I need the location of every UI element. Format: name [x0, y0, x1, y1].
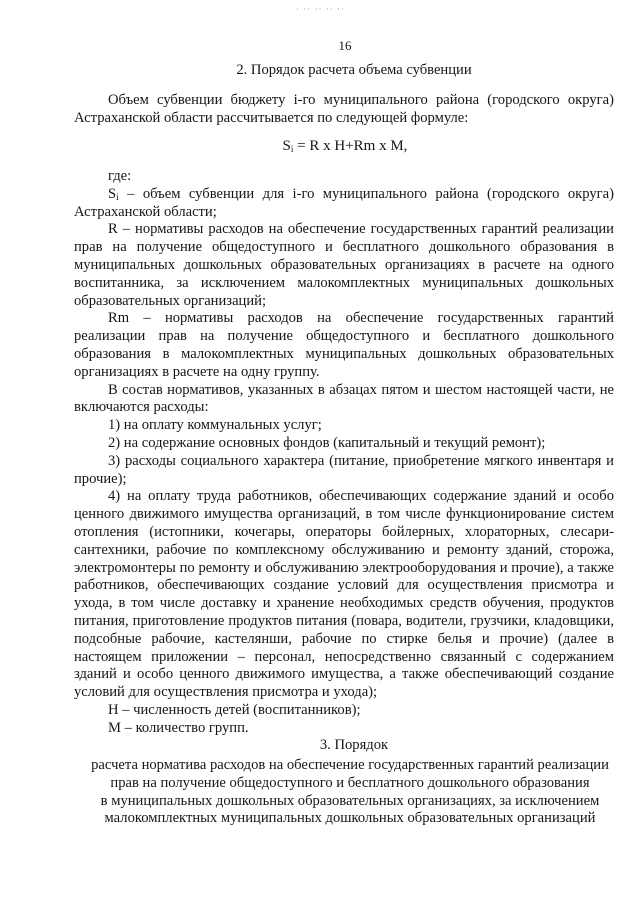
exclusions-intro: В состав нормативов, указанных в абзацах пятом и шестом настоящей части, не включаются расходы: [74, 381, 614, 416]
section-2-intro-block [74, 92, 614, 128]
section-3-subtitle-line-1: расчета норматива расходов на обеспечение государственных гарантий реализации [91, 757, 609, 773]
section-3-subtitle-line-2: прав на получение общедоступного и бесплатного дошкольного образования [110, 774, 590, 791]
definitions-block [74, 168, 614, 738]
where-label: где: [108, 168, 132, 184]
exclusion-item-4: 4) на оплату труда работников, обеспечивающих содержание зданий и особо ценного движимого имущества организаций, в том числе функционирование систем отопления (истопники, кочегары, операторы бойлерных, хлораторных, слесари-сантехники, рабочие по комплексному обслуживанию и ремонту зданий, сторожа, электромонтеры по ремонту и обслуживанию электрооборудования и прочие), а также работников, обеспечивающих создание условий для осуществления присмотра и ухода, в том числе доставку и хранение необходимых средств обучения, продуктов питания, приготовление продуктов питания (повара, водители, грузчики, кладовщики, подсобные рабочие, кастелянши, рабочие по стирке белья и прочие) (далее в настоящем приложении – персонал, непосредственно связанный с содержанием зданий и особо ценного движимого имущества, а также обеспечивающий создание условий для осуществления присмотра и ухода); [74, 488, 614, 701]
formula-subscript: i [290, 144, 294, 154]
definition-s [74, 186, 614, 222]
exclusion-item-2: 2) на содержание основных фондов (капитальный и текущий ремонт); [108, 434, 546, 451]
exclusion-item-3: 3) расходы социального характера (питание, приобретение мягкого инвентаря и прочие); [74, 452, 614, 487]
definition-rm: Rm – нормативы расходов на обеспечение государственных гарантий реализации прав на получение общедоступного и бесплатного дошкольного образования в малокомплектных муниципальных дошкольных образовательных организациях в расчете на одну группу. [74, 310, 614, 380]
definition-s-text: – объем субвенции для i-го муниципального района (городского округа) Астраханской области; [74, 185, 614, 220]
definition-r: R – нормативы расходов на обеспечение государственных гарантий реализации прав на получение общедоступного и бесплатного дошкольного образования в муниципальных дошкольных образовательных организациях в расчете на одного воспитанника, за исключением малокомплектных муниципальных дошкольных образовательных организаций; [74, 221, 614, 309]
definition-s-subscript: i [116, 191, 119, 202]
exclusion-item-1: 1) на оплату коммунальных услуг; [108, 417, 322, 434]
section-3-subtitle-line-3: в муниципальных дошкольных образовательных организациях, за исключением [100, 792, 600, 809]
intro-paragraph: Объем субвенции бюджету i-го муниципального района (городского округа) Астраханской области рассчитывается по следующей формуле: [74, 92, 614, 126]
definition-h: Н – численность детей (воспитанников); [108, 701, 361, 718]
page-number: 16 [338, 38, 352, 53]
definition-s-symbol: S [108, 185, 117, 202]
formula-body: = R x H+Rm x M, [293, 138, 408, 154]
scan-artifact: · ·· ·· ·· ·· [296, 4, 345, 14]
formula-s: S [282, 138, 291, 154]
definition-m: М – количество групп. [108, 719, 249, 736]
section-3-subtitle-line-4: малокомплектных муниципальных дошкольных образовательных организаций [104, 810, 596, 827]
section-2-title: 2. Порядок расчета объема субвенции [236, 62, 472, 78]
formula [0, 138, 640, 155]
section-3-subtitle [60, 757, 640, 828]
section-3-title: 3. Порядок [319, 737, 389, 753]
